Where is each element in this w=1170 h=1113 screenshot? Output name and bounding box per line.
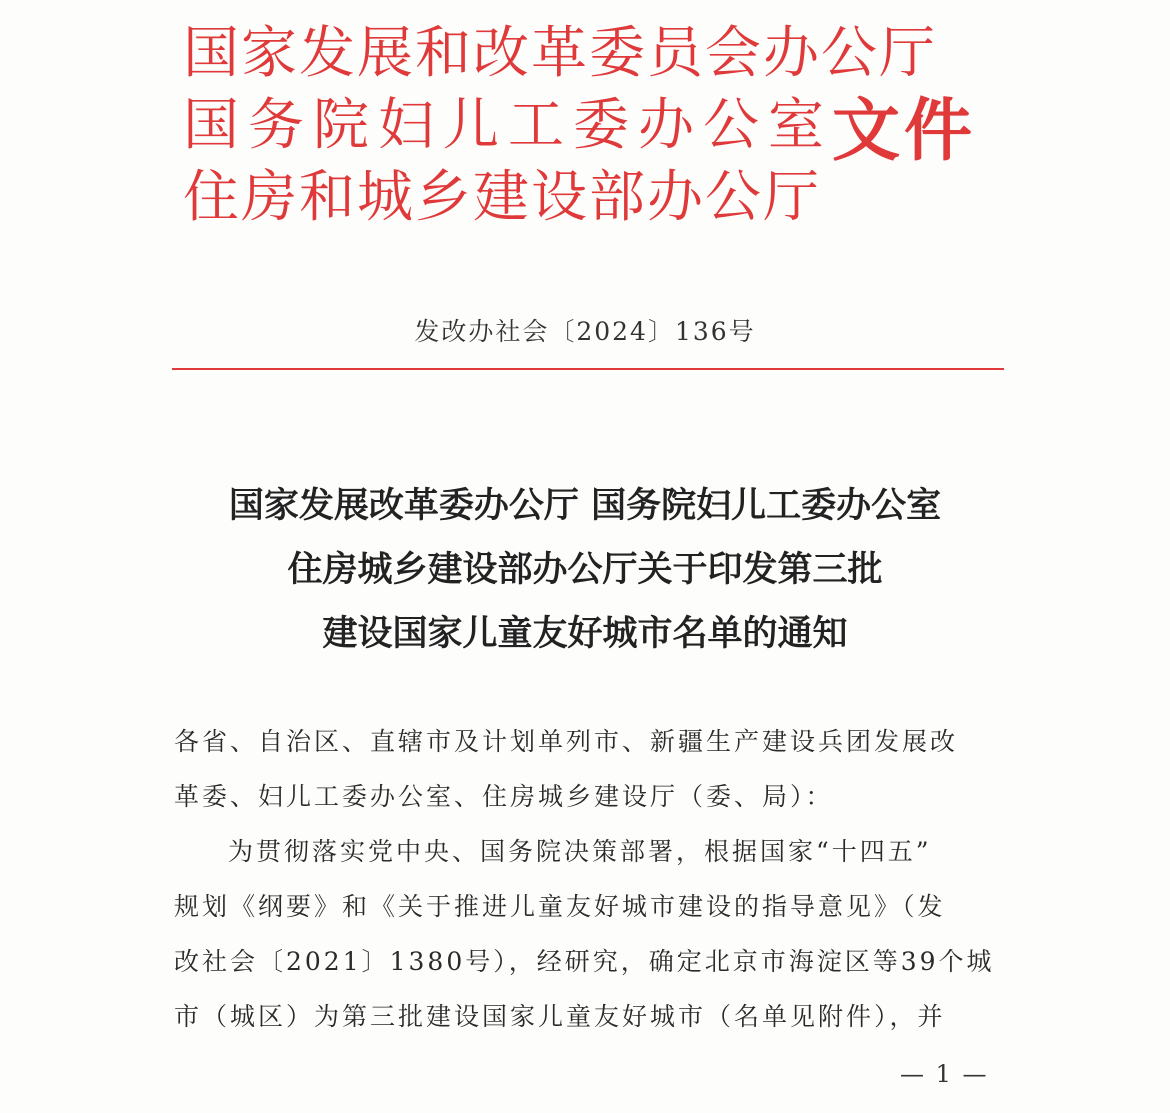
- issuer-line-1: 国家发展和改革委员会办公厅: [183, 21, 937, 86]
- body-line-4: 规划《纲要》和《关于推进儿童友好城市建设的指导意见》（发: [174, 892, 946, 921]
- body-line-2: 革委、妇儿工委办公室、住房城乡建设厅（委、局）：: [174, 782, 834, 811]
- page-number: — 1 —: [900, 1060, 989, 1088]
- document-type-label: 文件: [832, 92, 977, 171]
- title-line-1: 国家发展改革委办公厅 国务院妇儿工委办公室: [228, 486, 942, 526]
- body-line-5: 改社会〔2021〕1380号），经研究，确定北京市海淀区等39个城: [174, 947, 995, 976]
- document-title: [0, 474, 1170, 666]
- title-line-2: 住房城乡建设部办公厅关于印发第三批: [287, 550, 883, 590]
- document-number: 发改办社会〔2024〕136号: [414, 317, 756, 346]
- document-body: [174, 714, 1004, 1044]
- red-separator-line: [172, 368, 1004, 370]
- issuer-line-2: 国务院妇儿工委办公室: [183, 93, 833, 158]
- body-line-6: 市（城区）为第三批建设国家儿童友好城市（名单见附件），并: [174, 1002, 946, 1031]
- body-line-3: 为贯彻落实党中央、国务院决策部署，根据国家“十四五”: [228, 837, 932, 866]
- body-line-1: 各省、自治区、直辖市及计划单列市、新疆生产建设兵团发展改: [174, 727, 959, 756]
- issuer-line-3: 住房和城乡建设部办公厅: [183, 165, 821, 230]
- title-line-3: 建设国家儿童友好城市名单的通知: [322, 614, 848, 654]
